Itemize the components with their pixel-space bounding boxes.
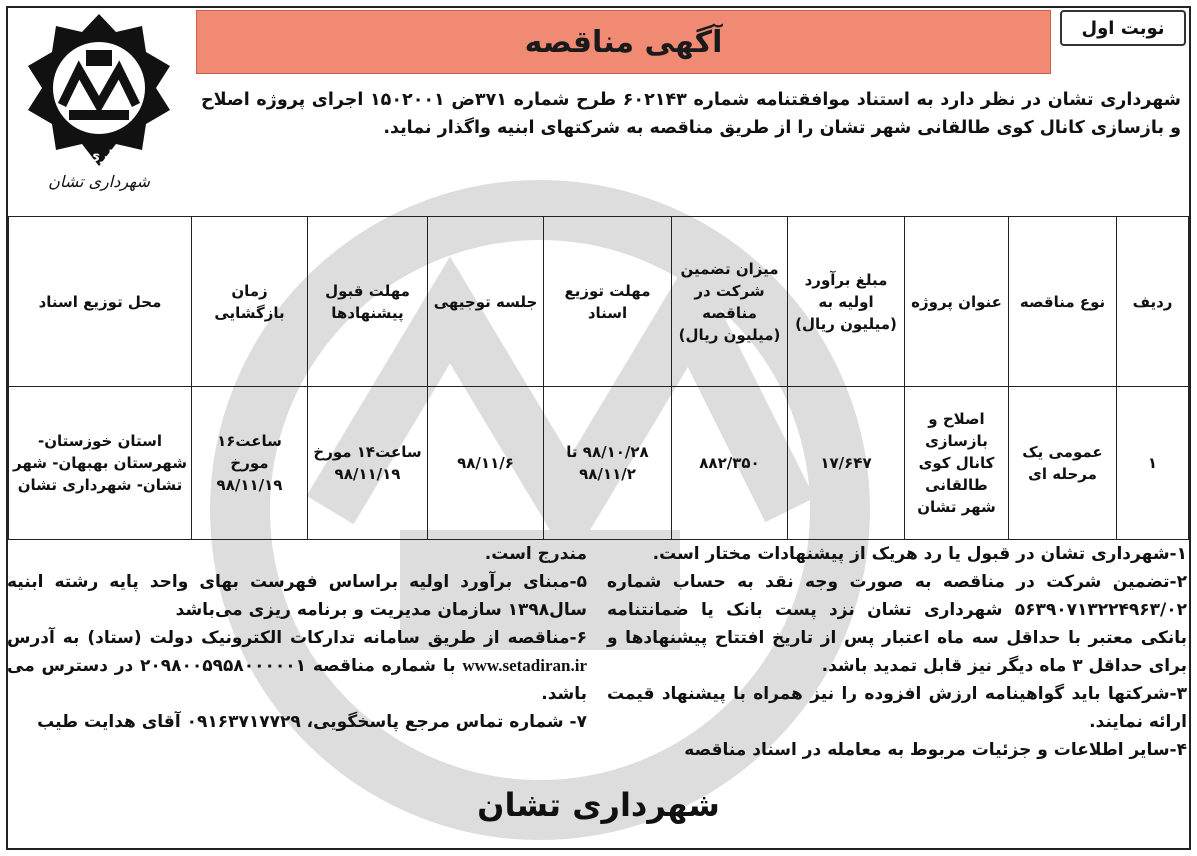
turn-label: نوبت اول bbox=[1060, 10, 1186, 46]
table-row bbox=[9, 387, 1189, 540]
header-submission-deadline: مهلت قبول پیشنهادها bbox=[308, 217, 428, 387]
header-distribution-deadline: مهلت توزیع اسناد bbox=[544, 217, 672, 387]
cell-row-number: ۱ bbox=[1117, 387, 1189, 540]
header-tender-type: نوع مناقصه bbox=[1009, 217, 1117, 387]
notes-right-column bbox=[607, 540, 1187, 790]
note-2: ۲-تضمین شرکت در مناقصه به صورت وجه نقد به حساب شماره ۵۶۳۹۰۷۱۳۲۲۴۹۶۳/۰۲ شهرداری تشان نزد پست بانک یا ضمانتنامه بانکی معتبر با حداقل سه ماه اعتبار پس از تاریخ افتتاح پیشنهادها و برای حداقل ۳ ماه دیگر نیز قابل تمدید باشد. bbox=[607, 572, 1187, 676]
intro-paragraph: شهرداری تشان در نظر دارد به استناد موافقتنامه شماره ۶۰۲۱۴۳ طرح شماره ۳۷۱ض ۱۵۰۲۰۰۱ اجرای پروژه اصلاح و بازسازی کانال کوی طالقانی شهر تشان را از طریق مناقصه به شرکتهای ابنیه واگذار نماید. bbox=[201, 90, 1181, 138]
header-row-number: ردیف bbox=[1117, 217, 1189, 387]
header-opening-time: زمان بازگشایی bbox=[192, 217, 308, 387]
municipality-logo bbox=[14, 10, 184, 200]
notes-left-column bbox=[7, 540, 587, 790]
cell-estimate: ۱۷/۶۴۷ bbox=[788, 387, 905, 540]
footer-signature: شهرداری تشان bbox=[477, 786, 720, 824]
note-7: ۷- شماره تماس مرجع پاسخگویی، ۰۹۱۶۳۷۱۷۷۲۹ آقای هدایت طیب bbox=[37, 712, 587, 732]
cell-project-title: اصلاح و بازسازی کانال کوی طالقانی شهر تشان bbox=[905, 387, 1009, 540]
page-title: آگهی مناقصه bbox=[524, 24, 723, 60]
note-4-continued: مندرج است. bbox=[484, 544, 587, 564]
header-project-title: عنوان پروژه bbox=[905, 217, 1009, 387]
note-3: ۳-شرکتها باید گواهینامه ارزش افزوده را نیز همراه با پیشنهاد قیمت ارائه نمایند. bbox=[607, 684, 1187, 732]
cell-opening-time: ساعت۱۶ مورخ ۹۸/۱۱/۱۹ bbox=[192, 387, 308, 540]
setad-url-link[interactable]: www.setadiran.ir bbox=[462, 656, 588, 675]
cell-guarantee: ۸۸۲/۳۵۰ bbox=[672, 387, 788, 540]
title-banner bbox=[196, 10, 1051, 74]
header-guarantee: میزان تضمین شرکت در مناقصه (میلیون ریال) bbox=[672, 217, 788, 387]
cell-distribution-deadline: ۹۸/۱۰/۲۸ تا ۹۸/۱۱/۲ bbox=[544, 387, 672, 540]
header-briefing-session: جلسه توجیهی bbox=[428, 217, 544, 387]
logo-emblem-text: شهرداری تشان bbox=[45, 148, 153, 164]
cell-tender-type: عمومی یک مرحله ای bbox=[1009, 387, 1117, 540]
note-6 bbox=[7, 624, 587, 708]
note-6-text-b: با شماره مناقصه ۲۰۹۸۰۰۵۹۵۸۰۰۰۰۰۱ در دسترس می باشد. bbox=[7, 656, 587, 704]
table-header-row bbox=[9, 217, 1189, 387]
header-estimate: مبلغ برآورد اولیه به (میلیون ریال) bbox=[788, 217, 905, 387]
tender-table bbox=[8, 216, 1189, 540]
header-distribution-location: محل توزیع اسناد bbox=[9, 217, 192, 387]
note-5: ۵-مبنای برآورد اولیه براساس فهرست بهای واحد پایه رشته ابنیه سال۱۳۹۸ سازمان مدیریت و برنامه ریزی می‌باشد bbox=[7, 572, 587, 620]
cell-submission-deadline: ساعت۱۴ مورخ ۹۸/۱۱/۱۹ bbox=[308, 387, 428, 540]
note-1: ۱-شهرداری تشان در قبول یا رد هریک از پیشنهادات مختار است. bbox=[652, 544, 1187, 564]
cell-distribution-location: استان خوزستان- شهرستان بهبهان- شهر تشان- شهرداری تشان bbox=[9, 387, 192, 540]
logo-emblem-icon bbox=[24, 10, 174, 170]
logo-signature: شهرداری تشان bbox=[48, 172, 150, 191]
note-4: ۴-سایر اطلاعات و جزئیات مربوط به معامله در اسناد مناقصه bbox=[684, 740, 1187, 760]
note-6-text-a: ۶-مناقصه از طریق سامانه تدارکات الکترونیک دولت (ستاد) به آدرس bbox=[7, 628, 587, 648]
cell-briefing-session: ۹۸/۱۱/۶ bbox=[428, 387, 544, 540]
conditions-notes bbox=[7, 540, 1187, 790]
